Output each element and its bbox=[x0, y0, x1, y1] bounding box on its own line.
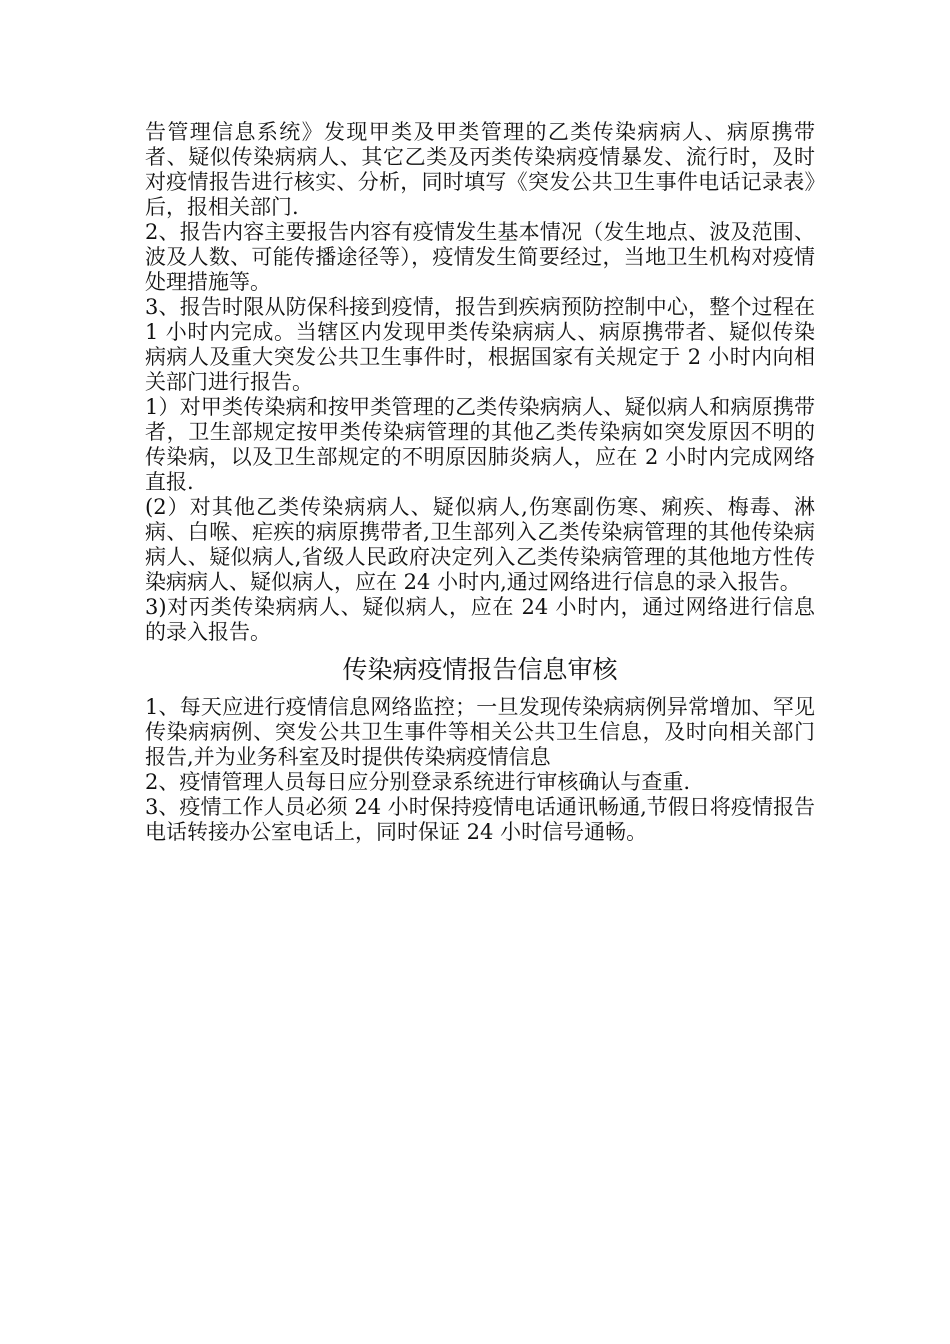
body-paragraph: 3、报告时限从防保科接到疫情，报告到疾病预防控制中心，整个过程在 1 小时内完成。当辖区内发现甲类传染病病人、病原携带者、疑似传染病病人及重大突发公共卫生事件时，根据国家有关规定于 2 小时内向相关部门进行报告。 bbox=[145, 295, 815, 394]
body-paragraph: (2）对其他乙类传染病病人、疑似病人,伤寒副伤寒、痢疾、梅毒、淋病、白喉、疟疾的病原携带者,卫生部列入乙类传染病管理的其他传染病病人、疑似病人,省级人民政府决定列入乙类传染病管理的其他地方性传染病病人、疑似病人，应在 24 小时内,通过网络进行信息的录入报告。 bbox=[145, 495, 815, 594]
body-paragraph: 1）对甲类传染病和按甲类管理的乙类传染病病人、疑似病人和病原携带者，卫生部规定按甲类传染病管理的其他乙类传染病如突发原因不明的传染病，以及卫生部规定的不明原因肺炎病人，应在 2 小时内完成网络直报. bbox=[145, 395, 815, 494]
body-paragraph: 3、疫情工作人员必须 24 小时保持疫情电话通讯畅通,节假日将疫情报告电话转接办公室电话上，同时保证 24 小时信号通畅。 bbox=[145, 795, 815, 844]
body-paragraph: 2、报告内容主要报告内容有疫情发生基本情况（发生地点、波及范围、波及人数、可能传播途径等），疫情发生简要经过，当地卫生机构对疫情处理措施等。 bbox=[145, 220, 815, 294]
body-paragraph: 1、每天应进行疫情信息网络监控；一旦发现传染病病例异常增加、罕见传染病病例、突发公共卫生事件等相关公共卫生信息，及时向相关部门报告,并为业务科室及时提供传染病疫情信息 bbox=[145, 695, 815, 769]
body-paragraph: 3)对丙类传染病病人、疑似病人，应在 24 小时内，通过网络进行信息的录入报告。 bbox=[145, 595, 815, 644]
section-heading: 传染病疫情报告信息审核 bbox=[342, 655, 618, 684]
document-body bbox=[145, 120, 815, 845]
body-paragraph: 告管理信息系统》发现甲类及甲类管理的乙类传染病病人、病原携带者、疑似传染病病人、其它乙类及丙类传染病疫情暴发、流行时，及时对疫情报告进行核实、分析，同时填写《突发公共卫生事件电话记录表》后，报相关部门. bbox=[145, 120, 815, 219]
body-paragraph: 2、疫情管理人员每日应分别登录系统进行审核确认与查重. bbox=[145, 770, 691, 794]
